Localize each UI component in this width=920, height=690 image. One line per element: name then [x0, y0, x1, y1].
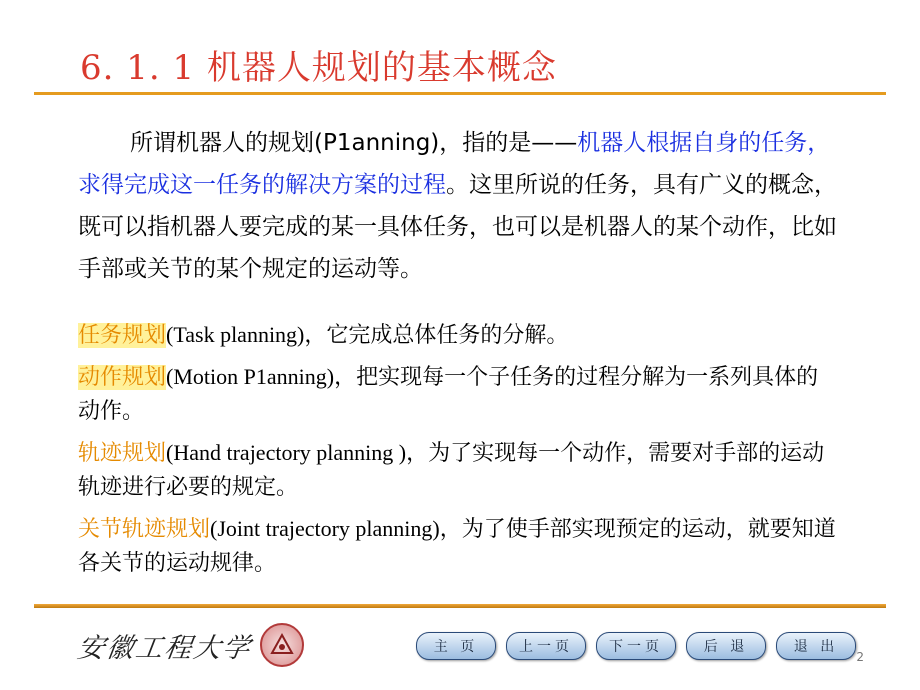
intro-paragraph	[78, 122, 838, 290]
title-divider	[34, 92, 886, 95]
university-name: 安徽工程大学	[75, 632, 254, 664]
home-button[interactable]: 主 页	[416, 632, 496, 660]
list-item-task-planning	[78, 318, 838, 353]
english-hand-trajectory: (Hand trajectory planning )	[166, 440, 407, 465]
back-button[interactable]: 后 退	[686, 632, 766, 660]
desc-motion-planning: ，把实现每一个子任务的过程分解为一系列具体的动作。	[78, 365, 819, 424]
english-task-planning: (Task planning)	[166, 322, 305, 347]
term-joint-trajectory: 关节轨迹规划	[78, 517, 211, 542]
footer-divider	[34, 604, 886, 608]
planning-list	[78, 318, 838, 588]
term-task-planning: 任务规划	[78, 323, 167, 348]
english-joint-trajectory: (Joint trajectory planning)	[210, 516, 440, 541]
slide-navigation	[416, 632, 856, 660]
intro-highlight: 机器人根据自身的任务，求得完成这一任务的解决方案的过程	[78, 130, 831, 198]
next-page-button[interactable]: 下一页	[596, 632, 676, 660]
list-item-hand-trajectory	[78, 436, 838, 505]
slide-title: 6. 1. 1 机器人规划的基本概念	[80, 48, 557, 88]
term-motion-planning: 动作规划	[78, 365, 167, 390]
desc-joint-trajectory: ，为了使手部实现预定的运动，就要知道各关节的运动规律。	[78, 517, 836, 576]
university-logo	[75, 622, 304, 668]
term-hand-trajectory: 轨迹规划	[78, 441, 167, 466]
prev-page-button[interactable]: 上一页	[506, 632, 586, 660]
page-number: 2	[856, 650, 864, 664]
exit-button[interactable]: 退 出	[776, 632, 856, 660]
english-motion-planning: (Motion P1anning)	[166, 364, 335, 389]
university-seal-icon	[260, 623, 304, 667]
desc-hand-trajectory: ，为了实现每一个动作，需要对手部的运动轨迹进行必要的规定。	[78, 441, 825, 500]
list-item-joint-trajectory	[78, 512, 838, 581]
intro-text-after: 。这里所说的任务，具有广义的概念，既可以指机器人要完成的某一具体任务，也可以是机器人的某个动作，比如手部或关节的某个规定的运动等。	[78, 172, 837, 282]
intro-text-before: 所谓机器人的规划(P1anning)，指的是——	[130, 130, 578, 156]
list-item-motion-planning	[78, 360, 838, 429]
desc-task-planning: ，它完成总体任务的分解。	[304, 323, 569, 348]
